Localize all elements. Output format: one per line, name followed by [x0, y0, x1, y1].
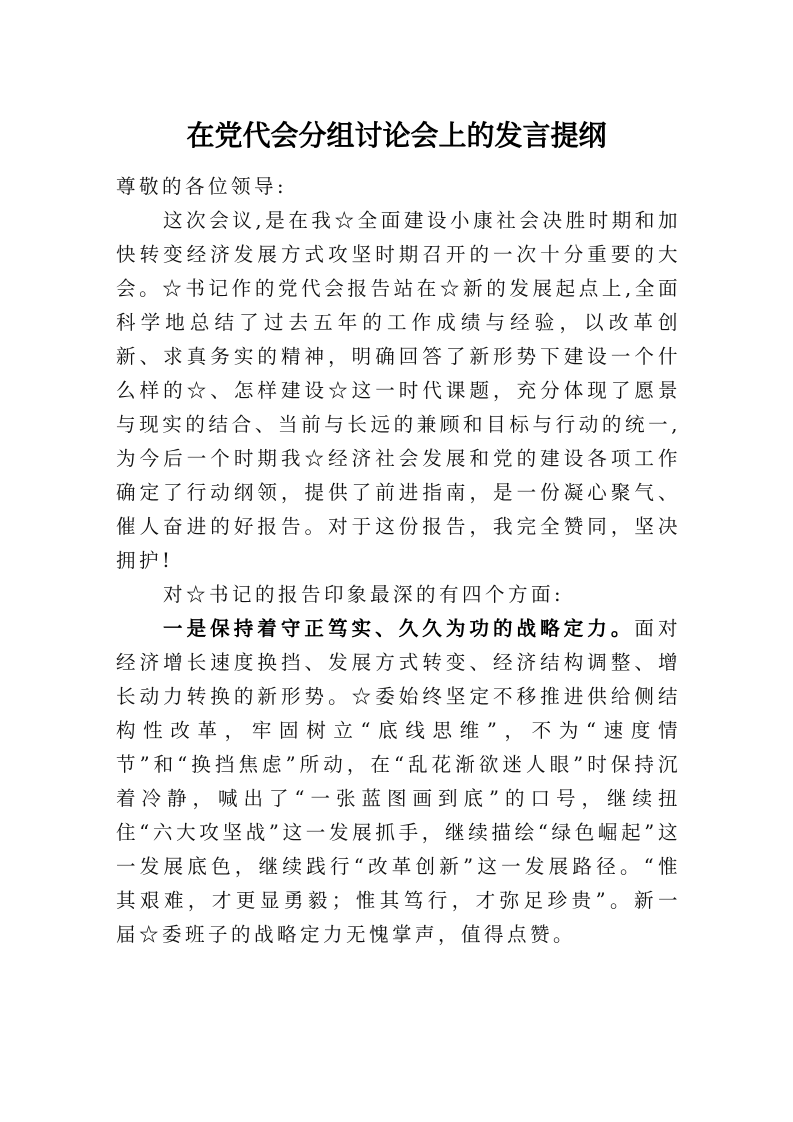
paragraph-text: 面对经济增长速度换挡、发展方式转变、经济结构调整、增长动力转换的新形势。☆委始终坚定不移推进供给侧结构性改革，牢固树立“底线思维”，不为“速度情节”和“换挡焦虑”所动，在“乱花渐欲迷人眼”时保持沉着冷静，喊出了“一张蓝图画到底”的口号，继续扭住“六大攻坚战”这一发展抓手，继续描绘“绿色崛起”这一发展底色，继续践行“改革创新”这一发展路径。“惟其艰难，才更显勇毅；惟其笃行，才弥足珍贵”。新一届☆委班子的战略定力无愧掌声，值得点赞。: [116, 617, 681, 946]
paragraph-text: 对☆书记的报告印象最深的有四个方面:: [163, 583, 565, 606]
document-title: 在党代会分组讨论会上的发言提纲: [186, 119, 607, 152]
paragraph-point-one: [116, 612, 681, 952]
paragraph-opening: [116, 204, 681, 578]
paragraph-text: 这次会议,是在我☆全面建设小康社会决胜时期和加快转变经济发展方式攻坚时期召开的一次十分重要的大会。☆书记作的党代会报告站在☆新的发展起点上,全面科学地总结了过去五年的工作成绩与经验，以改革创新、求真务实的精神，明确回答了新形势下建设一个什么样的☆、怎样建设☆这一时代课题，充分体现了愿景与现实的结合、当前与长远的兼顾和目标与行动的统一,为今后一个时期我☆经济社会发展和党的建设各项工作确定了行动纲领，提供了前进指南，是一份凝心聚气、催人奋进的好报告。对于这份报告，我完全赞同，坚决拥护!: [116, 209, 681, 572]
salutation: 尊敬的各位领导:: [116, 175, 288, 198]
paragraph-impressions-intro: [116, 578, 681, 612]
document-body: [116, 170, 681, 952]
point-heading: 一是保持着守正笃实、久久为功的战略定力。: [163, 617, 635, 640]
